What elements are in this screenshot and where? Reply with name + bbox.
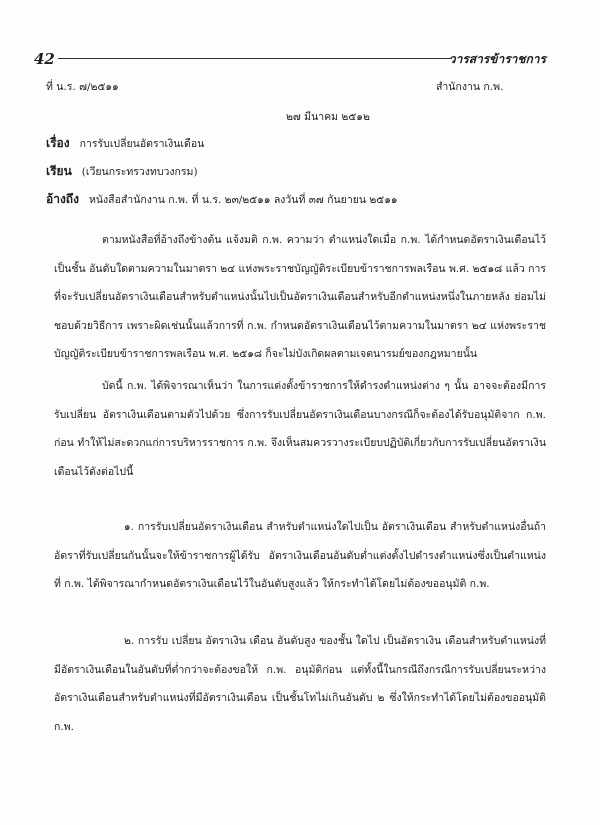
reference-label: อ้างถึง [46,192,79,206]
memo-date: ๒๗ มีนาคม ๒๕๑๒ [286,111,370,123]
reference-number: ที่ น.ร. ๗/๒๕๑๑ [46,81,119,93]
body-paragraph-3: ๑. การรับเปลี่ยนอัตราเงินเดือน สำหรับตำแหน่งใดไปเป็น อัตราเงินเดือน สำหรับตำแหน่งอื่นถ้าอัตราที่รับเปลี่ยนกันนั้นจะให้ข้าราชการผู้ได้รับ อัตราเงินเดือนอันดับต่ำแต่งตั้งไปดำรงตำแหน่งซึ่งเป็นตำแหน่งที่ ก.พ. ได้พิจารณากำหนดอัตราเงินเดือนไว้ในอันดับสูงแล้ว ให้กระทำได้โดยไม่ต้องขออนุมัติ ก.พ. [54,521,546,590]
body-paragraph-1: ตามหนังสือที่อ้างถึงข้างต้น แจ้งมติ ก.พ. ความว่า ตำแหน่งใดเมื่อ ก.พ. ได้กำหนดอัตราเงินเดือนไว้เป็นชั้น อันดับใดตามความในมาตรา ๒๔ แห่งพระราชบัญญัติระเบียบข้าราชการพลเรือน พ.ศ. ๒๕๑๘ แล้ว การที่จะรับเปลี่ยนอัตราเงินเดือนสำหรับตำแหน่งนั้นไปเป็นอัตราเงินเดือนสำหรับอีกตำแหน่งหนึ่งในภายหลัง ย่อมไม่ชอบด้วยวิธีการ เพราะผิดเช่นนั้นแล้วการที่ ก.พ. กำหนดอัตราเงินเดือนไว้ตามความในมาตรา ๒๔ แห่งพระราชบัญญัติระเบียบข้าราชการพลเรือน พ.ศ. ๒๕๑๘ ก็จะไม่บังเกิดผลตามเจตนารมย์ของกฎหมายนั้น [54,234,546,360]
subject-label: เรื่อง [46,136,70,150]
salutation-line [46,164,198,179]
reference-line [46,192,398,207]
body-paragraph-2: บัดนี้ ก.พ. ได้พิจารณาเห็นว่า ในการแต่งตั้งข้าราชการให้ดำรงตำแหน่งต่าง ๆ นั้น อาจจะต้องมีการรับเปลี่ยน อัตราเงินเดือนตามตัวไปด้วย ซึ่งการรับเปลี่ยนอัตราเงินเดือนบางกรณีก็จะต้องได้รับอนุมัติจาก ก.พ. ก่อน ทำให้ไม่สะดวกแก่การบริหารราชการ ก.พ. จึงเห็นสมควรวางระเบียบปฏิบัติเกี่ยวกับการรับเปลี่ยนอัตราเงินเดือนไว้ดังต่อไปนี้ [54,380,546,478]
publication-title: วารสารข้าราชการ [448,52,546,66]
header-rule [58,58,452,59]
page-number: 42 [34,50,55,68]
subject-text: การรับเปลี่ยนอัตราเงินเดือน [79,138,205,150]
subject-line [46,136,204,151]
reference-text: หนังสือสำนักงาน ก.พ. ที่ น.ร. ๒๓/๒๕๑๑ ลงวันที่ ๓๗ กันยายน ๒๕๑๑ [88,194,398,206]
salutation-text: (เวียนกระทรวงทบวงกรม) [81,166,198,178]
issuing-office: สำนักงาน ก.พ. [436,81,504,93]
salutation-label: เรียน [46,164,72,178]
body-paragraph-4: ๒. การรับ เปลี่ยน อัตราเงิน เดือน อันดับสูง ของชั้น ใดไป เป็นอัตราเงิน เดือนสำหรับตำแหน่งที่มีอัตราเงินเดือนในอันดับที่ต่ำกว่าจะต้องขอให้ ก.พ. อนุมัติก่อน แต่ทั้งนี้ในกรณีถึงกรณีการรับเปลี่ยนระหว่างอัตราเงินเดือนสำหรับตำแหน่งที่มีอัตราเงินเดือน เป็นชั้นโทไม่เกินอันดับ ๒ ซึ่งให้กระทำได้โดยไม่ต้องขออนุมัติ ก.พ. [54,635,546,733]
